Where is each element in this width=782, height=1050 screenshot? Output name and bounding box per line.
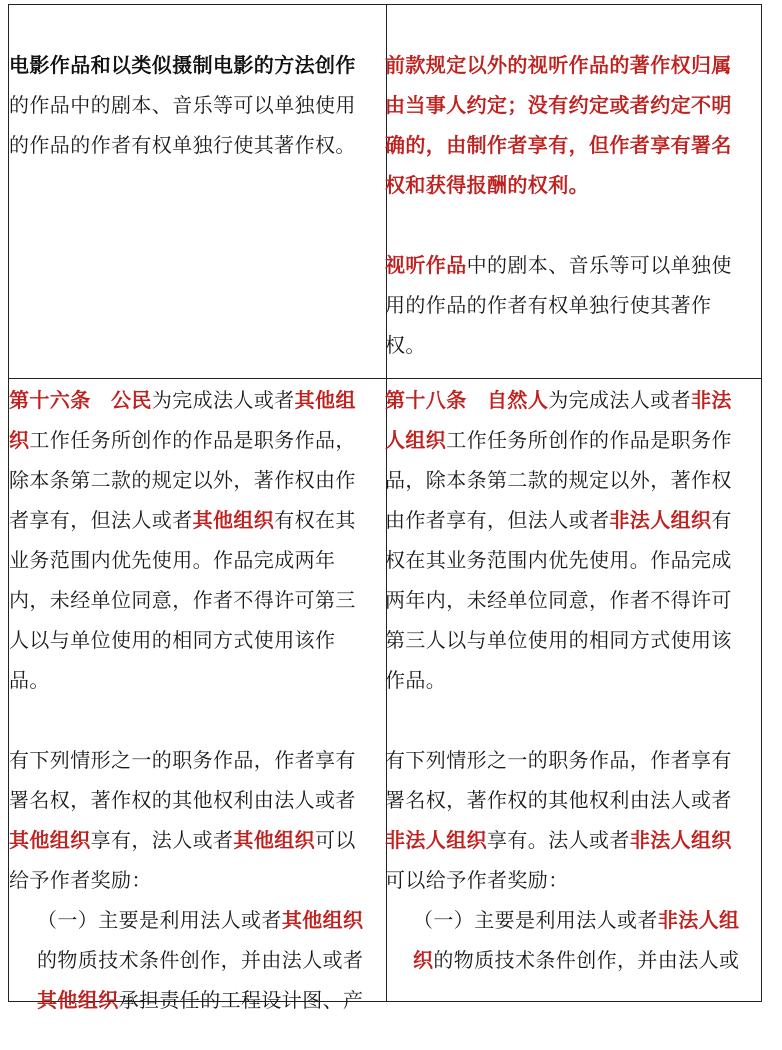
new-org-term: 非法人组织 (609, 508, 712, 532)
film-clause-text (9, 45, 371, 165)
new-item1-text-b: 的物质技术条件创作，并由法人或 (433, 948, 740, 972)
new-article-18 (385, 380, 751, 994)
av-rest: 中的剧本、音乐等可以单独使用的作品的作者有权单独行使其著作权。 (385, 253, 732, 357)
old-article-number: 第十六条 (9, 388, 91, 412)
old-text-1: 为完成法人或者 (151, 388, 295, 412)
old-org-term: 其他组织 (9, 388, 356, 452)
old-p2-text-c: 可以给予作者奖励： (9, 828, 356, 892)
new-item1-text-a: （一）主要是利用法人或者 (413, 908, 658, 932)
new-text-1: 为完成法人或者 (548, 388, 692, 412)
av-term: 视听作品 (385, 253, 467, 277)
old-text-3: 有权在其业务范围内优先使用。作品完成两年内，未经单位同意，作者不得许可第三人以与单位使用的相同方式使用该作品。 (9, 508, 356, 692)
new-law-av-clause (385, 45, 751, 371)
old-law-film-clause (9, 45, 371, 371)
old-article-para2 (9, 740, 371, 900)
new-org-term: 非法人组织 (413, 908, 740, 972)
new-article-number: 第十八条 (385, 388, 467, 412)
old-org-term: 其他组织 (9, 828, 91, 852)
new-article-subject: 自然人 (487, 388, 549, 412)
new-org-term: 非法人组织 (629, 828, 732, 852)
row-divider (9, 378, 761, 379)
old-org-term: 其他组织 (192, 508, 275, 532)
old-article-16 (9, 380, 371, 1012)
old-p2-text-b: 享有，法人或者 (90, 828, 234, 852)
film-clause-lead: 电影作品和以类似摄制电影的方法创作 (9, 53, 356, 77)
av-script-music-paragraph (385, 245, 751, 365)
old-article-subject: 公民 (111, 388, 152, 412)
new-item-1 (385, 900, 751, 980)
film-clause-rest: 的作品中的剧本、音乐等可以单独使用的作品的作者有权单独行使其著作权。 (9, 93, 356, 157)
new-p2-text-b: 享有。法人或者 (487, 828, 630, 852)
new-p2-text-a: 有下列情形之一的职务作品，作者享有署名权，著作权的其他权利由法人或者 (385, 748, 732, 812)
old-p2-text-a: 有下列情形之一的职务作品，作者享有署名权，著作权的其他权利由法人或者 (9, 748, 356, 812)
old-org-term: 其他组织 (37, 988, 119, 1012)
new-article-para1 (385, 380, 751, 700)
new-org-term: 非法人组织 (385, 828, 487, 852)
av-ownership-paragraph: 前款规定以外的视听作品的著作权归属由当事人约定；没有约定或者约定不明确的，由制作者享有，但作者享有署名权和获得报酬的权利。 (385, 53, 732, 197)
new-text-2: 工作任务所创作的作品是职务作品，除本条第二款的规定以外，著作权由作者享有，但法人或者 (385, 428, 732, 532)
old-org-term: 其他组织 (281, 908, 364, 932)
old-text-2: 工作任务所创作的作品是职务作品，除本条第二款的规定以外，著作权由作者享有，但法人或者 (9, 428, 356, 532)
old-article-para1 (9, 380, 371, 700)
old-org-term: 其他组织 (233, 828, 316, 852)
old-item-1 (9, 900, 371, 1020)
old-item1-text-b: 的物质技术条件创作，并由法人或者 (37, 948, 364, 972)
old-item1-text-a: （一）主要是利用法人或者 (37, 908, 282, 932)
new-article-para2 (385, 740, 751, 900)
new-text-3: 有权在其业务范围内优先使用。作品完成两年内，未经单位同意，作者不得许可第三人以与单位使用的相同方式使用该作品。 (385, 508, 732, 692)
new-org-term: 非法人组织 (385, 388, 732, 452)
new-p2-text-c: 可以给予作者奖励： (385, 868, 569, 892)
old-item1-text-c: 承担责任的工程设计图、产 (118, 988, 364, 1012)
